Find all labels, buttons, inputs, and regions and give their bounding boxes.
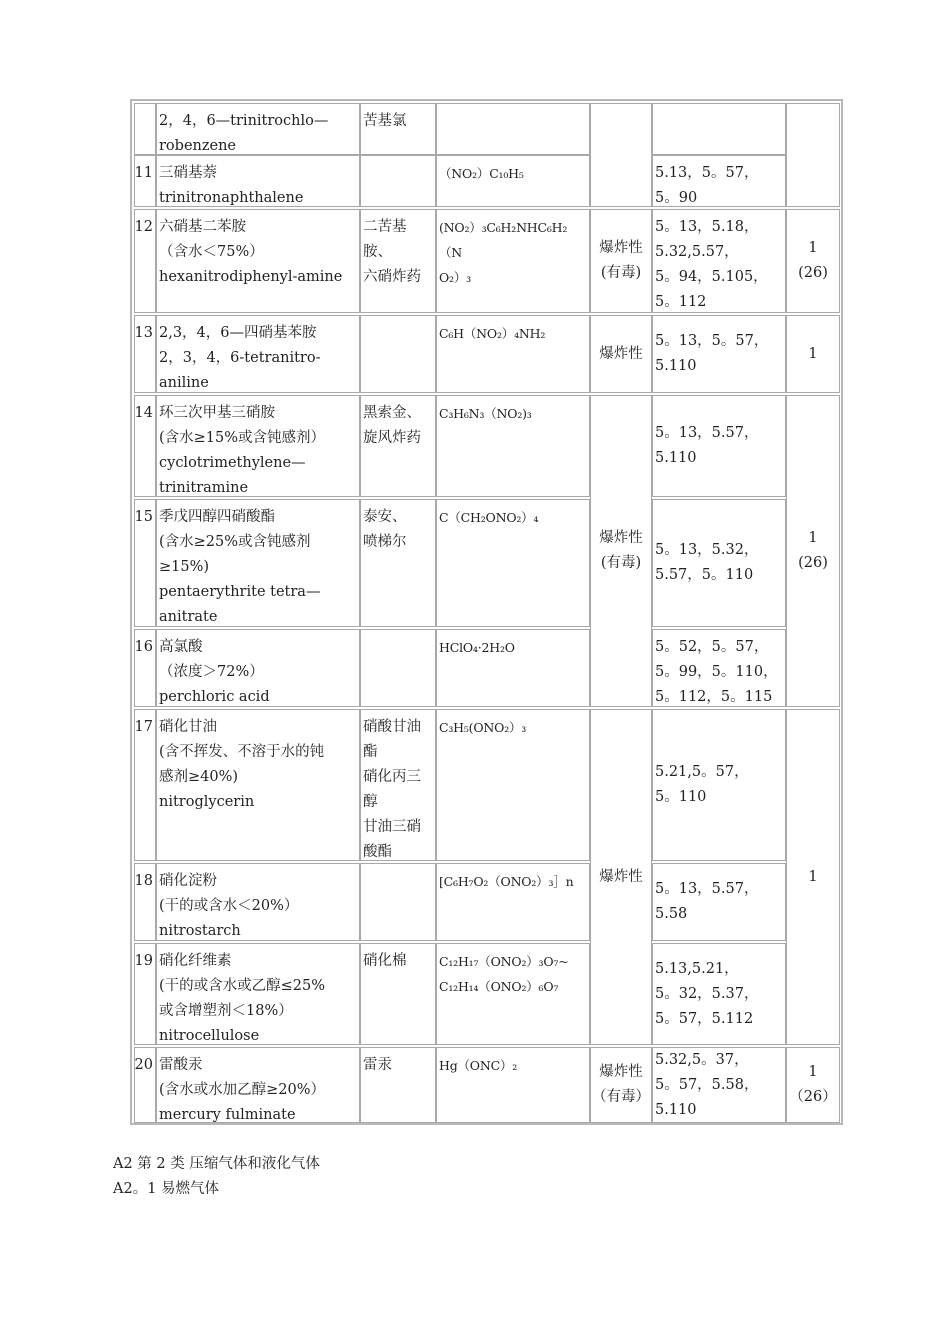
table-cell-label-merged: 1: [786, 709, 840, 1045]
table-cell-formula: [C₆H₇O₂（ONO₂）₃］n: [436, 863, 590, 941]
table-cell-alias: 雷汞: [360, 1047, 436, 1123]
table-cell-alias: 黑索金、 旋风炸药: [360, 395, 436, 497]
table-cell-name: 雷酸汞 (含水或水加乙醇≥20%） mercury fulminate: [156, 1047, 360, 1123]
table-cell-spec: 5.13,5.21， 5。32，5.37， 5。57，5.112: [652, 943, 786, 1045]
table-cell-hazard: 爆炸性 (有毒): [590, 209, 652, 313]
table-cell-name: 季戊四醇四硝酸酯 (含水≥25%或含钝感剂 ≥15%) pentaerythrite tetra— anitrate: [156, 499, 360, 627]
table-cell-alias: 硝酸甘油 酯 硝化丙三 醇 甘油三硝 酸酯: [360, 709, 436, 861]
table-cell-label: 1 (26): [786, 209, 840, 313]
table-cell-name: 高氯酸 （浓度＞72%） perchloric acid: [156, 629, 360, 707]
table-cell-spec: 5.32,5。37， 5。57，5.58， 5.110: [652, 1047, 786, 1123]
table-cell-alias: 二苦基 胺、 六硝炸药: [360, 209, 436, 313]
table-cell-name: 硝化淀粉 (干的或含水＜20%） nitrostarch: [156, 863, 360, 941]
table-cell-spec: [652, 103, 786, 155]
table-cell-spec: 5。13，5.32， 5.57，5。110: [652, 499, 786, 627]
table-cell-name: 三硝基萘 trinitronaphthalene: [156, 155, 360, 207]
table-cell-num: 17: [134, 709, 156, 861]
table-cell-formula: Hg（ONC）₂: [436, 1047, 590, 1123]
table-cell-label: 1: [786, 315, 840, 393]
table-cell-name: 环三次甲基三硝胺 (含水≥15%或含钝感剂） cyclotrimethylene— trinitramine: [156, 395, 360, 497]
table-cell-formula: [436, 103, 590, 155]
table-cell-hazard: 爆炸性 （有毒）: [590, 1047, 652, 1123]
table-cell-num: 19: [134, 943, 156, 1045]
table-cell-num: 16: [134, 629, 156, 707]
table-cell-formula: C₃H₅(ONO₂）₃: [436, 709, 590, 861]
table-cell-num: 20: [134, 1047, 156, 1123]
table-cell-alias: 硝化棉: [360, 943, 436, 1045]
table-cell-formula: （NO₂）C₁₀H₅: [436, 155, 590, 207]
table-cell-spec: 5。52，5。57， 5。99，5。110， 5。112，5。115: [652, 629, 786, 707]
table-cell-num: 18: [134, 863, 156, 941]
table-cell-spec: 5。13，5。57， 5.110: [652, 315, 786, 393]
table-cell-num: [134, 103, 156, 155]
table-cell-num: 15: [134, 499, 156, 627]
table-cell-hazard: 爆炸性: [590, 315, 652, 393]
table-cell-hazard-merged: 爆炸性 (有毒): [590, 395, 652, 707]
table-cell-label: [786, 103, 840, 207]
table-cell-spec: 5。13，5.57， 5.58: [652, 863, 786, 941]
table-cell-formula: (NO₂）₃C₆H₂NHC₆H₂（N O₂）₃: [436, 209, 590, 313]
table-cell-alias: [360, 629, 436, 707]
table-cell-num: 14: [134, 395, 156, 497]
table-cell-alias: 泰安、 喷梯尔: [360, 499, 436, 627]
table-cell-name: 六硝基二苯胺 （含水＜75%） hexanitrodiphenyl-amine: [156, 209, 360, 313]
table-cell-alias: 苦基氯: [360, 103, 436, 155]
table-cell-spec: 5.21,5。57， 5。110: [652, 709, 786, 861]
table-cell-hazard-merged: 爆炸性: [590, 709, 652, 1045]
table-cell-spec: 5.13，5。57， 5。90: [652, 155, 786, 207]
table-cell-spec: 5。13，5.18， 5.32,5.57， 5。94，5.105， 5。112: [652, 209, 786, 313]
table-cell-name: 硝化甘油 (含不挥发、不溶于水的钝 感剂≥40%) nitroglycerin: [156, 709, 360, 861]
table-cell-alias: [360, 863, 436, 941]
table-cell-num: 11: [134, 155, 156, 207]
table-cell-hazard: [590, 103, 652, 207]
table-cell-formula: C₆H（NO₂）₄NH₂: [436, 315, 590, 393]
table-cell-name: 2,3，4，6—四硝基苯胺 2，3，4，6-tetranitro- aniline: [156, 315, 360, 393]
table-cell-formula: HClO₄·2H₂O: [436, 629, 590, 707]
table-cell-alias: [360, 155, 436, 207]
table-cell-name: 硝化纤维素 (干的或含水或乙醇≤25% 或含增塑剂＜18%） nitrocellulose: [156, 943, 360, 1045]
table-cell-num: 12: [134, 209, 156, 313]
table-cell-alias: [360, 315, 436, 393]
table-cell-name: 2，4，6—trinitrochlo— robenzene: [156, 103, 360, 155]
section-heading: A2 第 2 类 压缩气体和液化气体: [113, 1156, 320, 1172]
table-cell-num: 13: [134, 315, 156, 393]
table-cell-formula: C₃H₆N₃（NO₂)₃: [436, 395, 590, 497]
table-cell-label-merged: 1 (26): [786, 395, 840, 707]
table-cell-spec: 5。13，5.57， 5.110: [652, 395, 786, 497]
table-cell-formula: C₁₂H₁₇（ONO₂）₃O₇~ C₁₂H₁₄（ONO₂）₆O₇: [436, 943, 590, 1045]
subsection-heading: A2。1 易燃气体: [113, 1181, 220, 1197]
table-cell-formula: C（CH₂ONO₂）₄: [436, 499, 590, 627]
table-cell-label: 1 （26）: [786, 1047, 840, 1123]
